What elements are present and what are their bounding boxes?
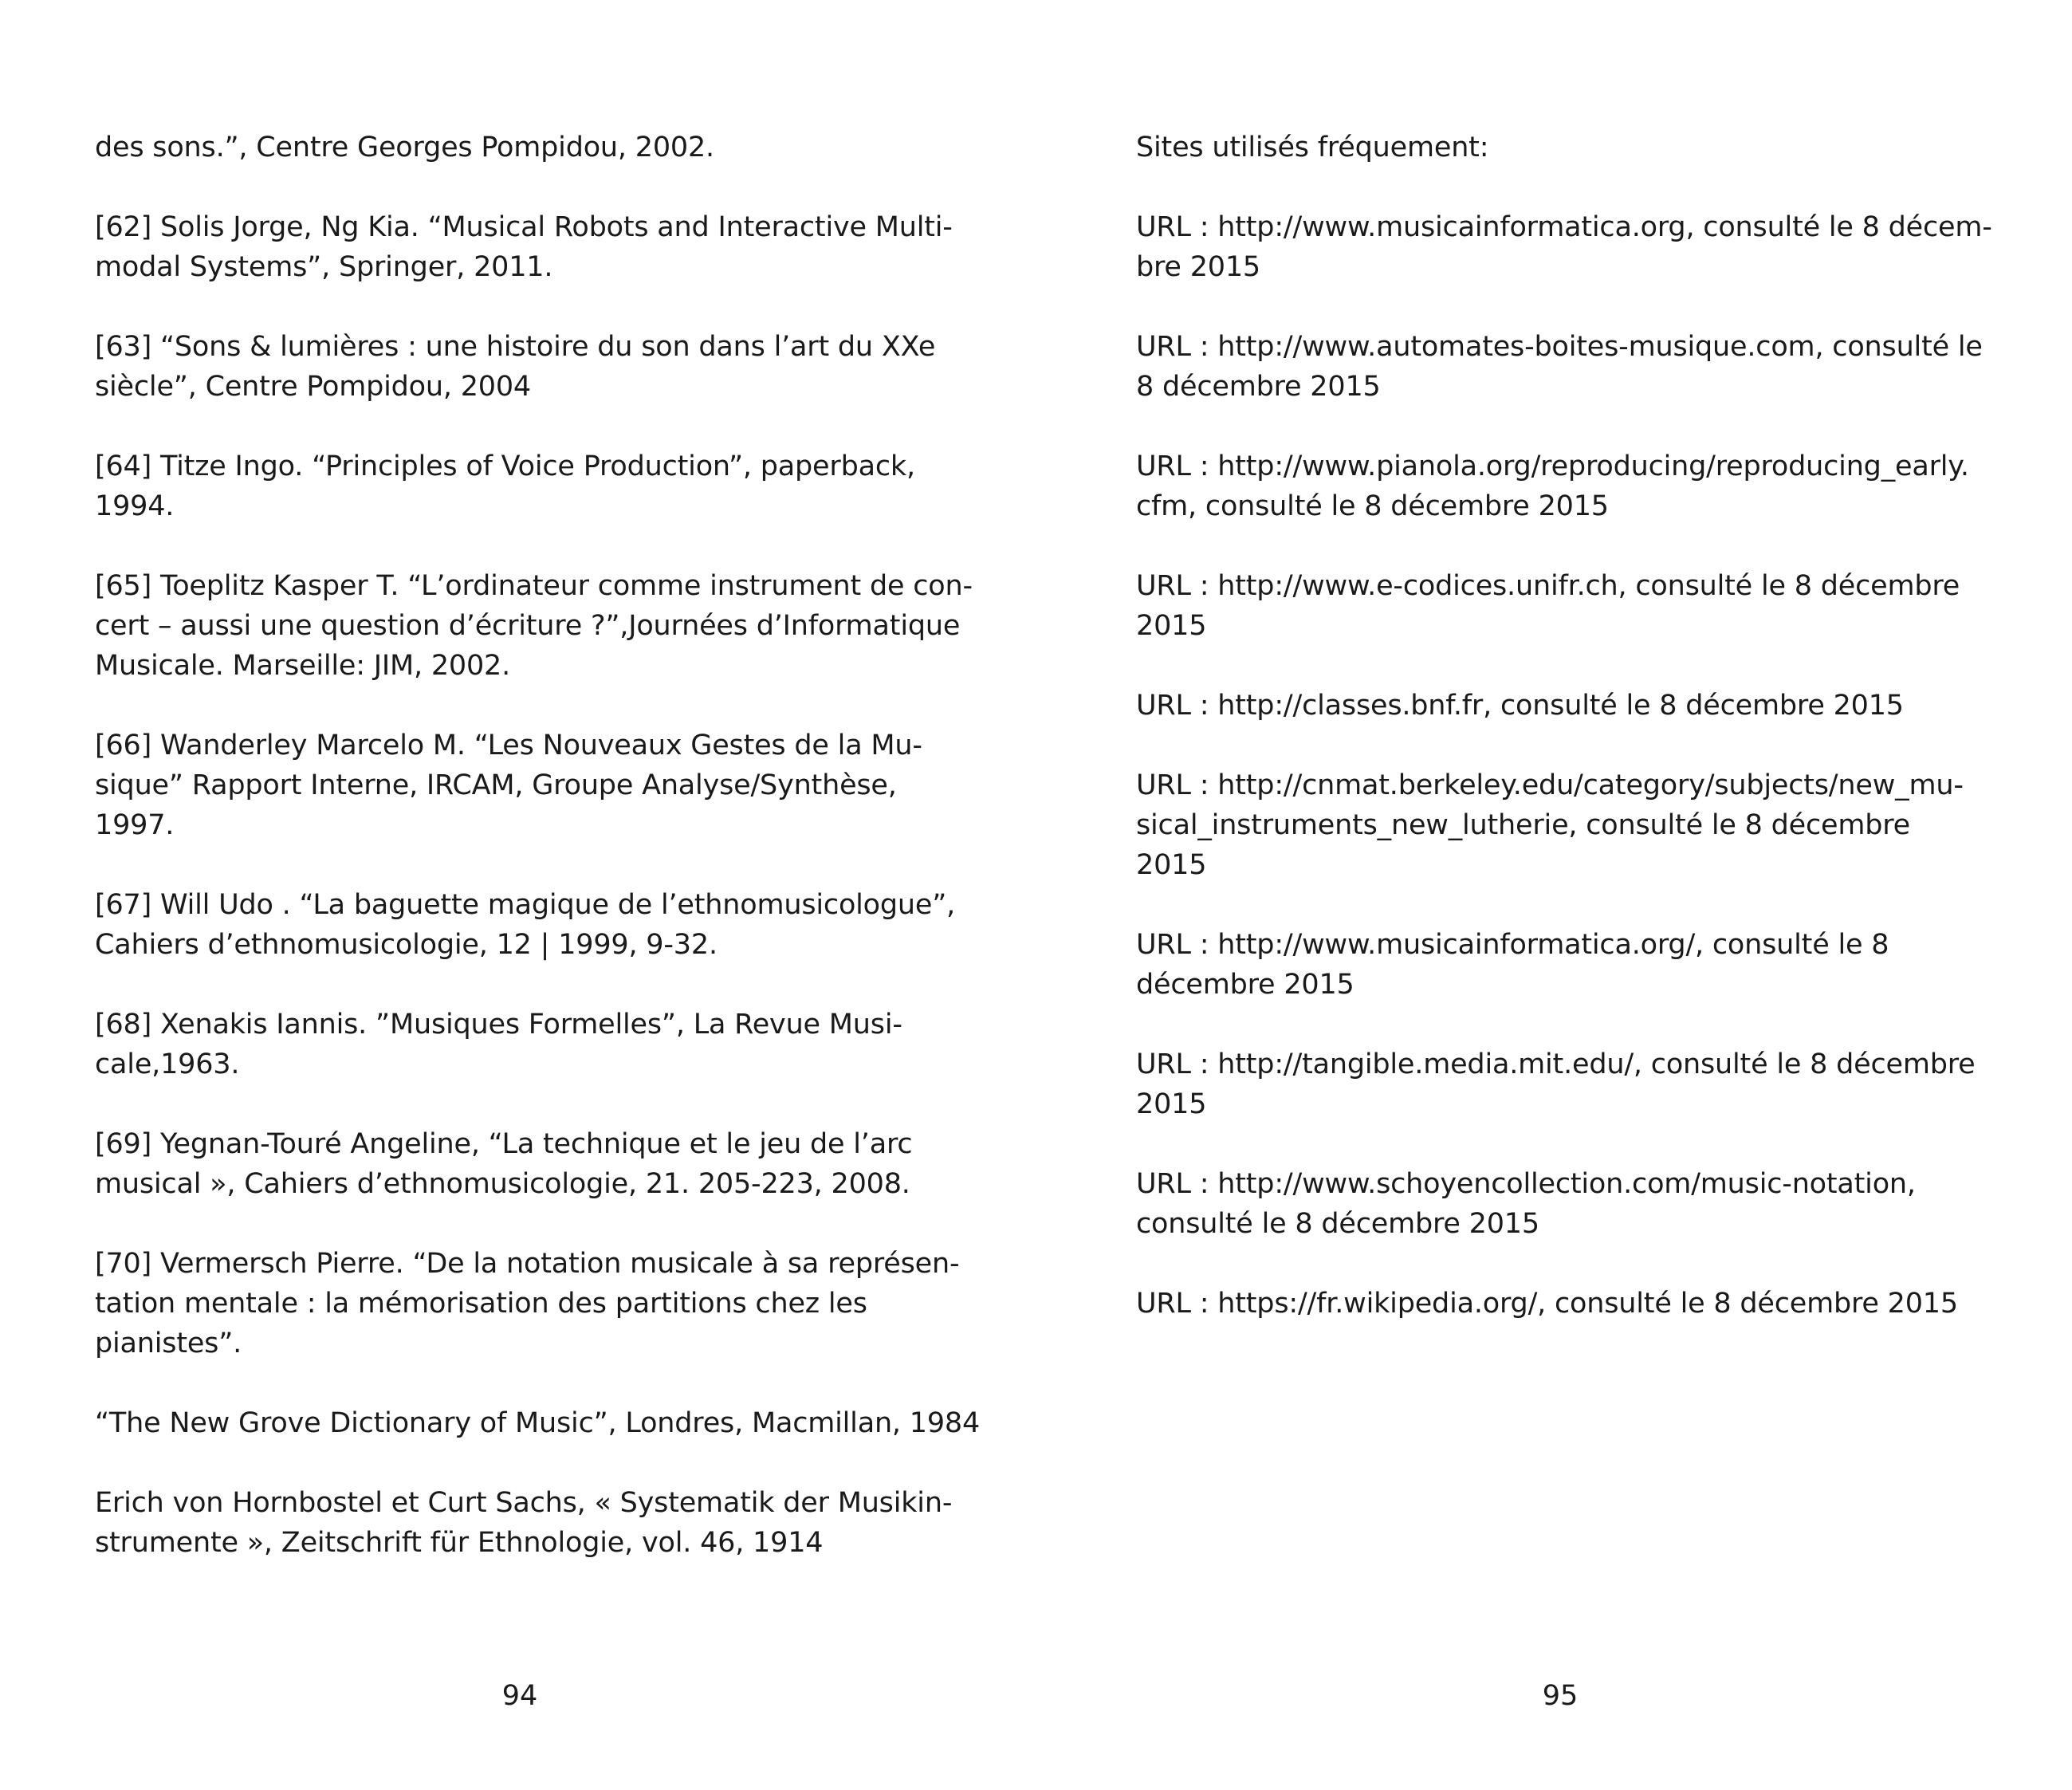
right-page (1036, 0, 2072, 1790)
bibliography-entry (95, 1403, 981, 1443)
entry-line: sique” Rapport Interne, IRCAM, Groupe Analyse/Synthèse, (95, 769, 897, 801)
entry-line: “The New Grove Dictionary of Music”, Londres, Macmillan, 1984 (95, 1407, 981, 1439)
entry-line: URL : http://www.musicainformatica.org/, consulté le 8 (1136, 929, 1889, 961)
bibliography-entry (95, 1005, 956, 1084)
entry-line: URL : http://tangible.media.mit.edu/, consulté le 8 décembre (1136, 1048, 1976, 1080)
entry-line: URL : http://www.musicainformatica.org, consulté le 8 décem- (1136, 211, 1992, 243)
bibliography-entry (95, 1124, 956, 1204)
website-entry (1136, 566, 2013, 646)
websites-heading (1136, 128, 2013, 167)
entry-line: cert – aussi une question d’écriture ?”,Journées d’Informatique (95, 610, 961, 642)
entry-line: 2015 (1136, 610, 1207, 642)
bibliography-entry (95, 1244, 960, 1363)
heading-line: Sites utilisés fréquement: (1136, 132, 1489, 163)
entry-line: 2015 (1136, 849, 1207, 881)
page-number-left: 94 (501, 1680, 538, 1712)
entry-line: pianistes”. (95, 1328, 242, 1359)
entry-line: cfm, consulté le 8 décembre 2015 (1136, 490, 1609, 522)
entry-line: URL : http://cnmat.berkeley.edu/category/subjects/new_mu- (1136, 769, 1964, 801)
bibliography-list (95, 128, 981, 1563)
entry-line: strumente », Zeitschrift für Ethnologie, vol. 46, 1914 (95, 1527, 824, 1559)
website-entry (1136, 207, 2013, 287)
entry-line: [68] Xenakis Iannis. ”Musiques Formelles”, La Revue Musi- (95, 1009, 902, 1041)
entry-line: [63] “Sons & lumières : une histoire du son dans l’art du XXe (95, 331, 936, 363)
page-number-right: 95 (1542, 1680, 1579, 1712)
website-entry (1136, 1164, 2013, 1244)
entry-line: tation mentale : la mémorisation des partitions chez les (95, 1288, 867, 1320)
bibliography-entry (95, 726, 956, 845)
entry-line: [70] Vermersch Pierre. “De la notation musicale à sa représen- (95, 1248, 960, 1280)
bibliography-entry (95, 128, 956, 167)
entry-line: bre 2015 (1136, 251, 1260, 283)
entry-line: URL : http://www.schoyencollection.com/music-notation, (1136, 1168, 1916, 1200)
website-entry (1136, 925, 2013, 1005)
website-entry (1136, 447, 2013, 526)
entry-line: 1997. (95, 809, 175, 841)
website-entry (1136, 1044, 2013, 1124)
entry-line: sical_instruments_new_lutherie, consulté le 8 décembre (1136, 809, 1910, 841)
entry-line: URL : http://www.pianola.org/reproducing/reproducing_early. (1136, 450, 1969, 482)
website-entry (1136, 1284, 2013, 1324)
entry-line: [64] Titze Ingo. “Principles of Voice Production”, paperback, (95, 450, 915, 482)
entry-line: URL : https://fr.wikipedia.org/, consulté le 8 décembre 2015 (1136, 1288, 1958, 1320)
entry-line: décembre 2015 (1136, 969, 1354, 1001)
entry-line: consulté le 8 décembre 2015 (1136, 1208, 1539, 1240)
entry-line: 2015 (1136, 1088, 1207, 1120)
website-entry (1136, 765, 2013, 885)
entry-line: Cahiers d’ethnomusicologie, 12 | 1999, 9-32. (95, 929, 718, 961)
bibliography-entry (95, 1483, 956, 1563)
websites-list (1136, 128, 2013, 1324)
entry-line: Erich von Hornbostel et Curt Sachs, « Systematik der Musikin- (95, 1487, 953, 1519)
entry-line: URL : http://www.automates-boites-musique.com, consulté le (1136, 331, 1983, 363)
website-entry (1136, 327, 2013, 407)
entry-line: modal Systems”, Springer, 2011. (95, 251, 553, 283)
entry-line: [65] Toeplitz Kasper T. “L’ordinateur comme instrument de con- (95, 570, 973, 602)
entry-line: URL : http://www.e-codices.unifr.ch, consulté le 8 décembre (1136, 570, 1960, 602)
entry-line: URL : http://classes.bnf.fr, consulté le 8 décembre 2015 (1136, 690, 1904, 722)
website-entry (1136, 686, 2013, 726)
bibliography-entry (95, 207, 956, 287)
entry-line: musical », Cahiers d’ethnomusicologie, 21. 205-223, 2008. (95, 1168, 910, 1200)
entry-line: [62] Solis Jorge, Ng Kia. “Musical Robots and Interactive Multi- (95, 211, 953, 243)
entry-line: siècle”, Centre Pompidou, 2004 (95, 371, 531, 403)
bibliography-entry (95, 327, 956, 407)
entry-line: 1994. (95, 490, 175, 522)
bibliography-entry (95, 885, 956, 965)
bibliography-entry (95, 566, 973, 686)
entry-line: cale,1963. (95, 1048, 240, 1080)
entry-line: Musicale. Marseille: JIM, 2002. (95, 650, 511, 682)
entry-line: 8 décembre 2015 (1136, 371, 1381, 403)
bibliography-entry (95, 447, 956, 526)
entry-line: [67] Will Udo . “La baguette magique de l’ethnomusicologue”, (95, 889, 956, 921)
entry-line: [69] Yegnan-Touré Angeline, “La technique et le jeu de l’arc (95, 1128, 913, 1160)
entry-line: [66] Wanderley Marcelo M. “Les Nouveaux Gestes de la Mu- (95, 730, 922, 761)
entry-line: des sons.”, Centre Georges Pompidou, 2002. (95, 132, 714, 163)
